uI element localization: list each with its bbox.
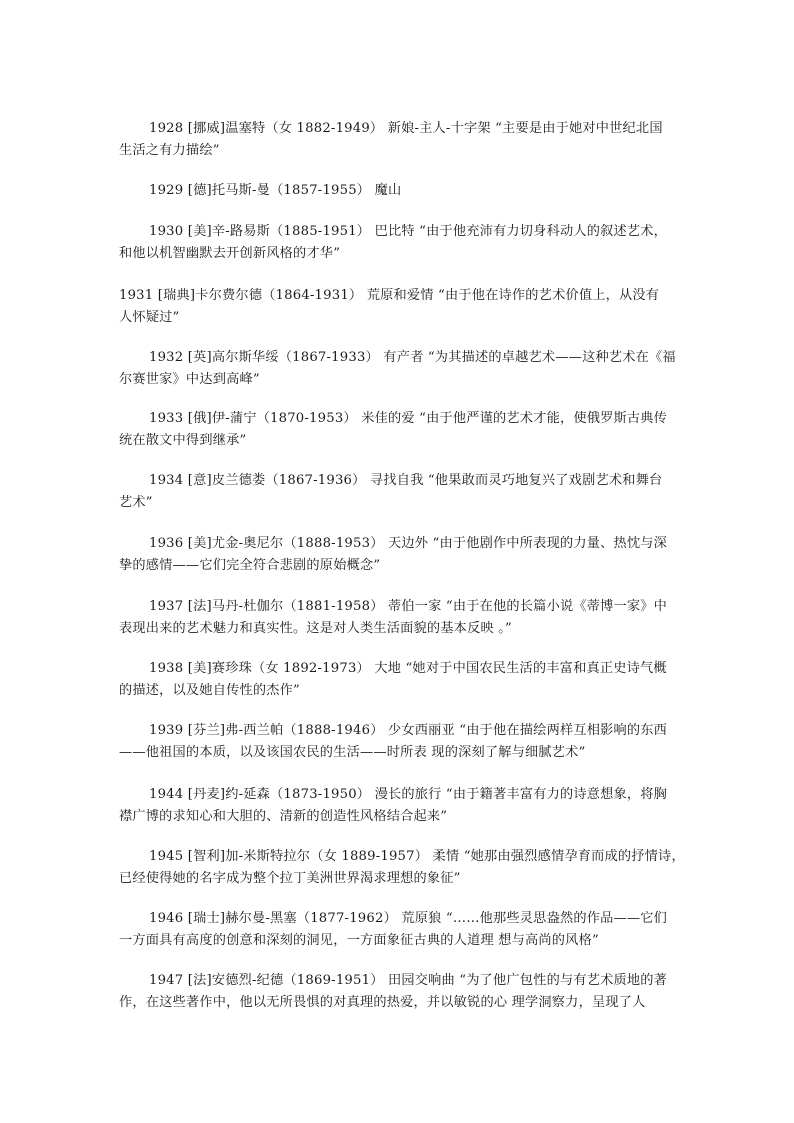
entry-line: 1928 [挪威]温塞特（女 1882-1949） 新娘-主人-十字架 “主要是由于她对中世纪北国 (149, 121, 663, 136)
entry-line: 人怀疑过” (119, 310, 180, 325)
entry-1929 (119, 180, 679, 202)
entry-1938 (119, 658, 679, 702)
entry-line: 1945 [智利]加-米斯特拉尔（女 1889-1957） 柔情 “她那由强烈感情孕育而成的抒情诗， (149, 849, 685, 864)
entry-line: 1931 [瑞典]卡尔费尔德（1864-1931） 荒原和爱情 “由于他在诗作的艺术价值上，从没有 (119, 288, 660, 303)
entry-1946 (119, 908, 679, 952)
entry-1939 (119, 720, 679, 764)
entry-1932 (119, 347, 679, 391)
entry-1937 (119, 596, 679, 640)
entry-line: 1934 [意]皮兰德娄（1867-1936） 寻找自我 “他果敢而灵巧地复兴了戏剧艺术和舞台 (149, 473, 663, 488)
entry-line: 挚的感情——它们完全符合悲剧的原始概念” (119, 558, 381, 573)
entry-line: 1933 [俄]伊-蒲宁（1870-1953） 米佳的爱 “由于他严谨的艺术才能，使俄罗斯古典传 (149, 411, 668, 426)
entry-1931 (119, 285, 679, 329)
entry-line: 统在散文中得到继承” (119, 433, 247, 448)
entry-1936 (119, 533, 679, 577)
entry-line: 艺术” (119, 495, 153, 510)
entry-line: 1939 [芬兰]弗-西兰帕（1888-1946） 少女西丽亚 “由于他在描绘两样互相影响的东西 (149, 723, 668, 738)
entry-line: 1946 [瑞士]赫尔曼-黑塞（1877-1962） 荒原狼 “……他那些灵思盎然的作品——它们 (149, 911, 668, 926)
entry-line: 1947 [法]安德烈-纪德（1869-1951） 田园交响曲 “为了他广包性的与有艺术质地的著 (149, 973, 668, 988)
entry-line: 1937 [法]马丹-杜伽尔（1881-1958） 蒂伯一家 “由于在他的长篇小说《蒂博一家》中 (149, 599, 668, 614)
entry-line: 生活之有力描绘” (119, 143, 220, 158)
entry-line: 1930 [美]辛-路易斯（1885-1951） 巴比特 “由于他充沛有力切身科动人的叙述艺术， (149, 224, 668, 239)
entry-line: 一方面具有高度的创意和深刻的洞见，一方面象征古典的人道理 想与高尚的风格” (119, 933, 599, 948)
entry-1930 (119, 221, 679, 265)
entry-line: ——他祖国的本质，以及该国农民的生活——时所表 现的深刻了解与细腻艺术” (119, 745, 586, 760)
entry-line: 的描述，以及她自传性的杰作” (119, 683, 300, 698)
entry-line: 和他以机智幽默去开创新风格的才华” (119, 246, 341, 261)
entry-line: 襟广博的求知心和大胆的、清新的创造性风格结合起来” (119, 809, 448, 824)
entry-line: 1929 [德]托马斯-曼（1857-1955） 魔山 (149, 183, 402, 198)
entry-line: 作，在这些著作中，他以无所畏惧的对真理的热爱，并以敏锐的心 理学洞察力，呈现了人 (119, 995, 646, 1010)
entry-line: 尔赛世家》中达到高峰” (119, 372, 260, 387)
entry-line: 1944 [丹麦]约-延森（1873-1950） 漫长的旅行 “由于籍著丰富有力的诗意想象，将胸 (149, 787, 668, 802)
entry-1933 (119, 408, 679, 452)
entry-line: 1938 [美]赛珍珠（女 1892-1973） 大地 “她对于中国农民生活的丰富和真正史诗气概 (149, 661, 667, 676)
entry-1928 (119, 118, 679, 162)
entry-1934 (119, 470, 679, 514)
entry-line: 表现出来的艺术魅力和真实性。这是对人类生活面貌的基本反映 。” (119, 621, 512, 636)
entry-1947 (119, 970, 679, 1014)
entry-line: 1936 [美]尤金-奥尼尔（1888-1953） 天边外 “由于他剧作中所表现的力量、热忱与深 (149, 536, 668, 551)
entry-1944 (119, 784, 679, 828)
entry-1945 (119, 846, 685, 890)
entry-line: 1932 [英]高尔斯华绥（1867-1933） 有产者 “为其描述的卓越艺术——这种艺术在《福 (149, 350, 676, 365)
entry-line: 已经使得她的名字成为整个拉丁美洲世界渴求理想的象征” (119, 871, 461, 886)
